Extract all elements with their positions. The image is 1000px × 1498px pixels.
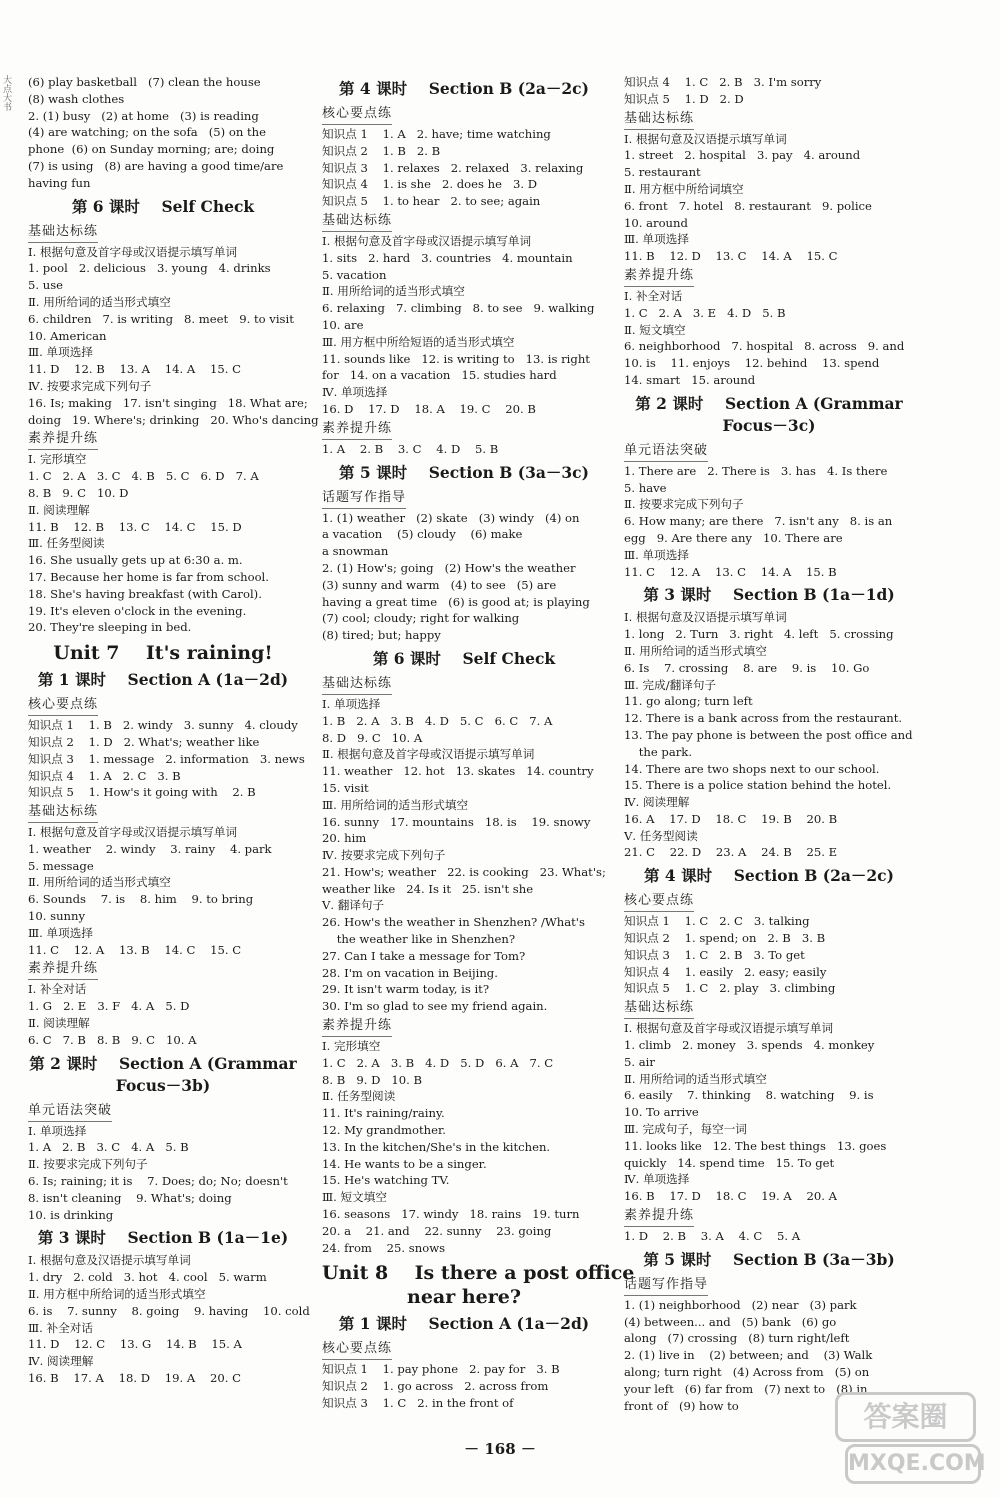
answer-line: for 14. on a vacation 15. studies hard — [322, 368, 557, 383]
answer-line: 16. She usually gets up at 6:30 a. m. — [28, 553, 243, 568]
answer-line: 11. C 12. A 13. B 14. C 15. C — [28, 942, 242, 957]
answer-line: a vacation (5) cloudy (6) make — [322, 527, 523, 542]
lesson-heading: 第 5 课时 Section B (3a－3c) — [339, 462, 589, 482]
answer-line: 8. B 9. C 10. D — [28, 485, 129, 500]
answer-line: Ⅳ. 按要求完成下列句子 — [322, 848, 446, 863]
answer-line: 6. Is 7. crossing 8. are 9. is 10. Go — [624, 660, 870, 675]
section-label-row — [322, 487, 606, 510]
section-label-row — [28, 958, 298, 981]
answer-line: 11. go along; turn left — [624, 694, 753, 709]
answer-line: 5. have — [624, 480, 667, 495]
section-label: 基础达标练 — [322, 212, 392, 232]
answer-line: Ⅳ. 阅读理解 — [28, 1354, 94, 1369]
answer-line: 16. Is; making 17. isn't singing 18. What are; — [28, 395, 308, 410]
answer-line: 知识点 3 1. C 2. B 3. To get — [624, 947, 805, 962]
answer-line: 1. There are 2. There is 3. has 4. Is there — [624, 463, 888, 478]
section-label-row — [322, 210, 606, 233]
answer-line: 16. seasons 17. windy 18. rains 19. turn — [322, 1207, 580, 1222]
answer-line: 知识点 5 1. How's it going with 2. B — [28, 785, 256, 800]
section-label: 核心要点练 — [28, 696, 98, 716]
answer-line: 6. easily 7. thinking 8. watching 9. is — [624, 1088, 874, 1103]
answer-line: having a great time (6) is good at; is playing — [322, 594, 590, 609]
answer-line: 21. How's; weather 22. is cooking 23. What's; — [322, 864, 606, 879]
section-label-row — [322, 673, 606, 696]
answer-line: 知识点 1 1. A 2. have; time watching — [322, 127, 551, 141]
answer-line: Ⅰ. 补全对话 — [624, 288, 683, 303]
section-label: 素养提升练 — [624, 1207, 694, 1227]
answer-line: Ⅱ. 任务型阅读 — [322, 1089, 396, 1104]
answer-line: 11. D 12. C 13. G 14. B 15. A — [28, 1337, 242, 1352]
answer-line: 11. It's raining/rainy. — [322, 1106, 445, 1121]
answer-line: 知识点 4 1. is she 2. does he 3. D — [322, 177, 538, 192]
answer-line: 12. There is a bank across from the restaurant. — [624, 711, 903, 726]
lesson-heading: 第 5 课时 Section B (3a－3b) — [643, 1249, 895, 1269]
section-label: 核心要点练 — [624, 892, 694, 912]
answer-line: Ⅰ. 完形填空 — [28, 452, 87, 467]
answer-line: 16. D 17. D 18. A 19. C 20. B — [322, 401, 536, 416]
answer-line: (3) sunny and warm (4) to see (5) are — [322, 577, 557, 592]
answer-line: 15. He's watching TV. — [322, 1173, 450, 1188]
section-label-row — [624, 265, 914, 288]
section-label-row — [322, 103, 606, 126]
answer-line: 1. A 2. B 3. C 4. D 5. B — [322, 441, 499, 456]
answer-line: 知识点 1 1. pay phone 2. pay for 3. B — [322, 1362, 560, 1377]
answer-line: 知识点 3 1. message 2. information 3. news — [28, 751, 305, 766]
answer-line: Ⅰ. 单项选择 — [322, 696, 381, 711]
answer-line: 知识点 4 1. easily 2. easy; easily — [624, 964, 827, 979]
answer-line: 知识点 3 1. relaxes 2. relaxed 3. relaxing — [322, 160, 584, 175]
watermark-url: MXQE.COM — [845, 1444, 981, 1484]
answer-line: 1. C 2. A 3. E 4. D 5. B — [624, 305, 786, 320]
answer-line: 知识点 5 1. D 2. D — [624, 91, 744, 106]
answer-line: Ⅲ. 短文填空 — [322, 1190, 387, 1205]
answer-line: 10. is 11. enjoys 12. behind 13. spend — [624, 356, 880, 371]
answer-line: 13. In the kitchen/She's in the kitchen. — [322, 1139, 551, 1154]
answer-line: Ⅳ. 阅读理解 — [624, 795, 690, 810]
answer-line: 6. How many; are there 7. isn't any 8. is an — [624, 514, 893, 529]
answer-line: Ⅰ. 根据句意及首字母或汉语提示填写单词 — [28, 244, 238, 259]
section-label: 单元语法突破 — [624, 442, 708, 462]
answer-line: 1. weather 2. windy 3. rainy 4. park — [28, 841, 272, 856]
answer-line: 10. sunny — [28, 909, 86, 924]
lesson-heading: 第 3 课时 Section B (1a－1d) — [643, 585, 895, 605]
answer-line: Ⅰ. 根据句意及汉语提示填写单词 — [28, 1253, 191, 1268]
section-label-row — [28, 801, 298, 824]
answer-line: 知识点 2 1. go across 2. across from — [322, 1379, 549, 1394]
answer-line: 16. A 17. D 18. C 19. B 20. B — [624, 811, 838, 826]
section-label-row — [322, 418, 606, 441]
answer-line: 16. sunny 17. mountains 18. is 19. snowy — [322, 814, 591, 829]
section-label: 素养提升练 — [322, 420, 392, 440]
answer-line: 2. (1) How's; going (2) How's the weather — [322, 560, 576, 575]
answer-line: Ⅱ. 按要求完成下列句子 — [624, 497, 744, 512]
section-label: 核心要点练 — [322, 105, 392, 125]
section-label: 基础达标练 — [28, 803, 98, 823]
answer-line: your left (6) far from (7) next to (8) in — [624, 1381, 868, 1396]
answer-line: 15. visit — [322, 780, 369, 795]
section-label-row — [28, 1100, 298, 1123]
answer-line: 11. weather 12. hot 13. skates 14. country — [322, 764, 594, 779]
lesson-heading: 第 3 课时 Section B (1a－1e) — [37, 1228, 289, 1248]
section-label: 基础达标练 — [624, 110, 694, 130]
answer-line: 知识点 3 1. C 2. in the front of — [322, 1396, 514, 1411]
answer-line: 1. street 2. hospital 3. pay 4. around — [624, 148, 861, 163]
answer-line: Ⅱ. 根据句意及首字母或汉语提示填写单词 — [322, 747, 535, 762]
answer-line: Ⅱ. 用所给词的适当形式填空 — [624, 643, 767, 658]
section-label-row — [624, 890, 914, 913]
answer-line: a snowman — [322, 544, 389, 559]
answer-line: 14. smart 15. around — [624, 372, 756, 387]
answer-line: 14. There are two shops next to our school. — [624, 761, 880, 776]
section-label-row — [322, 1338, 606, 1361]
answer-line: 6. front 7. hotel 8. restaurant 9. police — [624, 198, 872, 213]
lesson-heading: 第 4 课时 Section B (2a－2c) — [644, 866, 894, 886]
answer-line: Ⅱ. 按要求完成下列句子 — [28, 1157, 148, 1172]
answer-line: Ⅱ. 用方框中所给词填空 — [624, 181, 744, 196]
section-label: 素养提升练 — [322, 1017, 392, 1037]
section-label: 素养提升练 — [624, 267, 694, 287]
answer-line: 8. D 9. C 10. A — [322, 730, 423, 745]
answer-line: Ⅲ. 任务型阅读 — [28, 536, 105, 551]
answer-line: 8. isn't cleaning 9. What's; doing — [28, 1190, 232, 1205]
answer-line: 1. sits 2. hard 3. countries 4. mountain — [322, 250, 573, 265]
answer-line: having fun — [28, 175, 91, 190]
answer-line: Ⅰ. 根据句意及汉语提示填写单词 — [624, 131, 787, 146]
answer-line: 知识点 4 1. A 2. C 3. B — [28, 768, 181, 783]
answer-line: 26. How's the weather in Shenzhen? /What's — [322, 915, 585, 930]
answer-line: Ⅱ. 用所给词的适当形式填空 — [28, 294, 171, 309]
section-label-row — [624, 108, 914, 131]
answer-line: along (7) crossing (8) turn right/left — [624, 1331, 850, 1346]
answer-line: egg 9. Are there any 10. There are — [624, 530, 843, 545]
answer-line: 17. Because her home is far from school. — [28, 569, 269, 584]
answer-line: (8) tired; but; happy — [322, 628, 441, 643]
answer-line: (7) cool; cloudy; right for walking — [322, 611, 520, 626]
answer-line: Ⅱ. 用所给词的适当形式填空 — [322, 284, 465, 299]
section-label-row — [624, 440, 914, 463]
answer-column-right — [624, 74, 914, 1414]
answer-line: 16. B 17. A 18. D 19. A 20. C — [28, 1371, 242, 1386]
section-label-row — [624, 997, 914, 1020]
section-label: 话题写作指导 — [624, 1276, 708, 1296]
answer-line: 知识点 2 1. D 2. What's; weather like — [28, 734, 260, 749]
answer-line: 6. relaxing 7. climbing 8. to see 9. walking — [322, 301, 595, 316]
answer-line: quickly 14. spend time 15. To get — [624, 1155, 835, 1170]
watermark-logo: 答案圈 — [835, 1392, 976, 1442]
lesson-heading: 第 6 课时 Self Check — [71, 196, 255, 216]
answer-line: Ⅰ. 完形填空 — [322, 1039, 381, 1054]
margin-fragment: 大点大书 — [1, 75, 11, 111]
answer-line: 5. air — [624, 1054, 655, 1069]
answer-line: Ⅰ. 根据句意及首字母或汉语提示填写单词 — [624, 1021, 834, 1036]
answer-line: 知识点 1 1. B 2. windy 3. sunny 4. cloudy — [28, 718, 298, 733]
answer-line: Ⅲ. 完成/翻译句子 — [624, 677, 717, 692]
answer-line: 1. long 2. Turn 3. right 4. left 5. crossing — [624, 627, 894, 642]
answer-line: Ⅲ. 用所给词的适当形式填空 — [322, 797, 469, 812]
answer-line: 10. are — [322, 317, 364, 332]
answer-line: doing 19. Where's; drinking 20. Who's dancing — [28, 412, 319, 427]
answer-line: front of (9) how to — [624, 1398, 739, 1413]
answer-line: 11. D 12. B 13. A 14. A 15. C — [28, 362, 242, 377]
answer-line: 10. To arrive — [624, 1105, 699, 1120]
answer-line: 10. is drinking — [28, 1207, 114, 1222]
section-label-row — [28, 428, 298, 451]
answer-line: (4) between... and (5) bank (6) go — [624, 1314, 837, 1329]
answer-column-left — [28, 74, 319, 1387]
answer-line: 6. children 7. is writing 8. meet 9. to visit — [28, 311, 294, 326]
answer-line: 6. neighborhood 7. hospital 8. across 9. and — [624, 339, 905, 354]
section-label: 基础达标练 — [28, 223, 98, 243]
unit-heading: Unit 7 It's raining! — [53, 642, 273, 665]
answer-line: along; turn right (4) Across from (5) on — [624, 1365, 870, 1380]
answer-line: 27. Can I take a message for Tom? — [322, 948, 526, 963]
section-label: 单元语法突破 — [28, 1102, 112, 1122]
section-label: 基础达标练 — [624, 999, 694, 1019]
answer-line: 知识点 4 1. C 2. B 3. I'm sorry — [624, 75, 822, 89]
answer-line: 10. around — [624, 215, 688, 230]
answer-line: 29. It isn't warm today, is it? — [322, 982, 490, 997]
answer-line: 11. B 12. B 13. C 14. C 15. D — [28, 519, 242, 534]
answer-line: 18. She's having breakfast (with Carol). — [28, 586, 262, 601]
answer-line: 1. dry 2. cold 3. hot 4. cool 5. warm — [28, 1270, 267, 1285]
answer-line: 24. from 25. snows — [322, 1240, 446, 1255]
answer-line: 知识点 2 1. B 2. B — [322, 143, 441, 158]
answer-line: Ⅴ. 任务型阅读 — [624, 828, 698, 843]
answer-line: Ⅱ. 阅读理解 — [28, 1016, 90, 1031]
lesson-heading: 第 4 课时 Section B (2a－2c) — [339, 79, 589, 98]
answer-line: Ⅲ. 单项选择 — [28, 925, 93, 940]
answer-line: Ⅲ. 单项选择 — [624, 232, 689, 247]
lesson-heading: 第 2 课时 Section A (Grammar Focus－3b) — [29, 1053, 297, 1095]
lesson-heading: 第 1 课时 Section A (1a－2d) — [338, 1314, 590, 1334]
answer-line: 1. G 2. E 3. F 4. A 5. D — [28, 999, 190, 1014]
answer-line: 1. (1) weather (2) skate (3) windy (4) on — [322, 510, 580, 525]
answer-line: Ⅰ. 根据句意及汉语提示填写单词 — [624, 610, 787, 625]
answer-line: the weather like in Shenzhen? — [322, 932, 516, 947]
answer-line: 30. I'm so glad to see my friend again. — [322, 999, 548, 1014]
answer-line: 6. Is; raining; it is 7. Does; do; No; doesn't — [28, 1174, 288, 1189]
section-label-row — [28, 221, 298, 244]
section-label: 素养提升练 — [28, 960, 98, 980]
answer-line: Ⅲ. 单项选择 — [28, 345, 93, 360]
answer-line: (8) wash clothes — [28, 91, 125, 106]
answer-line: (7) is using (8) are having a good time/are — [28, 158, 284, 173]
section-label-row — [28, 694, 298, 717]
answer-line: 20. a 21. and 22. sunny 23. going — [322, 1223, 552, 1238]
answer-line: 1. climb 2. money 3. spends 4. monkey — [624, 1038, 875, 1053]
lesson-heading: 第 1 课时 Section A (1a－2d) — [37, 670, 289, 690]
answer-line: Ⅲ. 单项选择 — [624, 547, 689, 562]
answer-line: Ⅰ. 补全对话 — [28, 982, 87, 997]
answer-line: 1. C 2. A 3. B 4. D 5. D 6. A 7. C — [322, 1055, 554, 1070]
answer-line: Ⅳ. 按要求完成下列句子 — [28, 378, 152, 393]
answer-line: Ⅰ. 根据句意及首字母或汉语提示填写单词 — [28, 825, 238, 840]
answer-line: 11. sounds like 12. is writing to 13. is right — [322, 351, 590, 366]
answer-line: 6. Sounds 7. is 8. him 9. to bring — [28, 892, 254, 907]
answer-line: 12. My grandmother. — [322, 1123, 446, 1138]
answer-line: Ⅰ. 单项选择 — [28, 1123, 87, 1138]
answer-line: 知识点 5 1. C 2. play 3. climbing — [624, 981, 836, 996]
answer-line: Ⅱ. 阅读理解 — [28, 502, 90, 517]
answer-line: 2. (1) live in (2) between; and (3) Walk — [624, 1348, 873, 1363]
answer-line: 知识点 1 1. C 2. C 3. talking — [624, 914, 810, 929]
answer-line: 11. C 12. A 13. C 14. A 15. B — [624, 564, 837, 579]
answer-line: 1. C 2. A 3. C 4. B 5. C 6. D 7. A — [28, 469, 259, 484]
answer-column-middle — [322, 74, 635, 1412]
page-number: － 168 － — [464, 1440, 536, 1458]
answer-line: 6. is 7. sunny 8. going 9. having 10. cold — [28, 1303, 310, 1318]
answer-line: 10. American — [28, 328, 107, 343]
section-label-row — [624, 1274, 914, 1297]
answer-line: 6. C 7. B 8. B 9. C 10. A — [28, 1032, 197, 1047]
answer-line: 1. D 2. B 3. A 4. C 5. A — [624, 1229, 801, 1244]
answer-line: 1. A 2. B 3. C 4. A 5. B — [28, 1140, 189, 1155]
answer-line: 1. pool 2. delicious 3. young 4. drinks — [28, 261, 271, 276]
answer-line: phone (6) on Sunday morning; are; doing — [28, 142, 275, 157]
answer-line: Ⅱ. 用方框中所给词的适当形式填空 — [28, 1287, 206, 1302]
answer-line: 21. C 22. D 23. A 24. B 25. E — [624, 845, 838, 860]
answer-line: 20. him — [322, 831, 367, 846]
answer-line: 知识点 5 1. to hear 2. to see; again — [322, 194, 541, 209]
answer-line: Ⅲ. 完成句子，每空一词 — [624, 1122, 747, 1137]
answer-line: 5. restaurant — [624, 165, 701, 180]
answer-line: 14. He wants to be a singer. — [322, 1156, 487, 1171]
answer-line: Ⅳ. 单项选择 — [322, 385, 388, 400]
answer-line: 19. It's eleven o'clock in the evening. — [28, 603, 247, 618]
answer-line: (4) are watching; on the sofa (5) on the — [28, 125, 266, 140]
answer-line: Ⅰ. 根据句意及首字母或汉语提示填写单词 — [322, 233, 532, 248]
answer-line: weather like 24. Is it 25. isn't she — [322, 881, 534, 896]
answer-line: 8. B 9. D 10. B — [322, 1072, 423, 1087]
section-label: 核心要点练 — [322, 1340, 392, 1360]
answer-line: 13. The pay phone is between the post office and — [624, 727, 913, 742]
answer-line: 20. They're sleeping in bed. — [28, 620, 192, 635]
section-label-row — [624, 1205, 914, 1228]
answer-line: Ⅲ. 用方框中所给短语的适当形式填空 — [322, 334, 515, 349]
answer-line: Ⅴ. 翻译句子 — [322, 898, 385, 913]
answer-line: 1. B 2. A 3. B 4. D 5. C 6. C 7. A — [322, 713, 553, 728]
answer-line: 16. B 17. D 18. C 19. A 20. A — [624, 1189, 838, 1204]
answer-line: 1. (1) neighborhood (2) near (3) park — [624, 1297, 857, 1312]
section-label: 话题写作指导 — [322, 489, 406, 509]
answer-line: Ⅱ. 用所给词的适当形式填空 — [28, 875, 171, 890]
answer-line: the park. — [624, 744, 693, 759]
unit-heading: Unit 8 Is there a post office near here? — [322, 1262, 635, 1309]
lesson-heading: 第 2 课时 Section A (Grammar Focus－3c) — [635, 393, 903, 435]
answer-line: Ⅲ. 补全对话 — [28, 1320, 93, 1335]
answer-line: 28. I'm on vacation in Beijing. — [322, 965, 498, 980]
answer-line: Ⅱ. 用所给词的适当形式填空 — [624, 1071, 767, 1086]
answer-line: (6) play basketball (7) clean the house — [28, 75, 261, 89]
answer-line: 11. B 12. D 13. C 14. A 15. C — [624, 249, 838, 264]
answer-line: 2. (1) busy (2) at home (3) is reading — [28, 108, 259, 123]
section-label-row — [322, 1015, 606, 1038]
answer-line: 15. There is a police station behind the hotel. — [624, 778, 892, 793]
answer-line: 11. looks like 12. The best things 13. goes — [624, 1138, 887, 1153]
section-label: 素养提升练 — [28, 430, 98, 450]
answer-line: 5. message — [28, 858, 94, 873]
answer-line: Ⅱ. 短文填空 — [624, 322, 686, 337]
lesson-heading: 第 6 课时 Self Check — [372, 648, 556, 668]
answer-line: 知识点 2 1. spend; on 2. B 3. B — [624, 931, 826, 946]
answer-line: Ⅳ. 单项选择 — [624, 1172, 690, 1187]
answer-line: 5. vacation — [322, 267, 387, 282]
answer-line: 5. use — [28, 278, 64, 293]
section-label: 基础达标练 — [322, 675, 392, 695]
